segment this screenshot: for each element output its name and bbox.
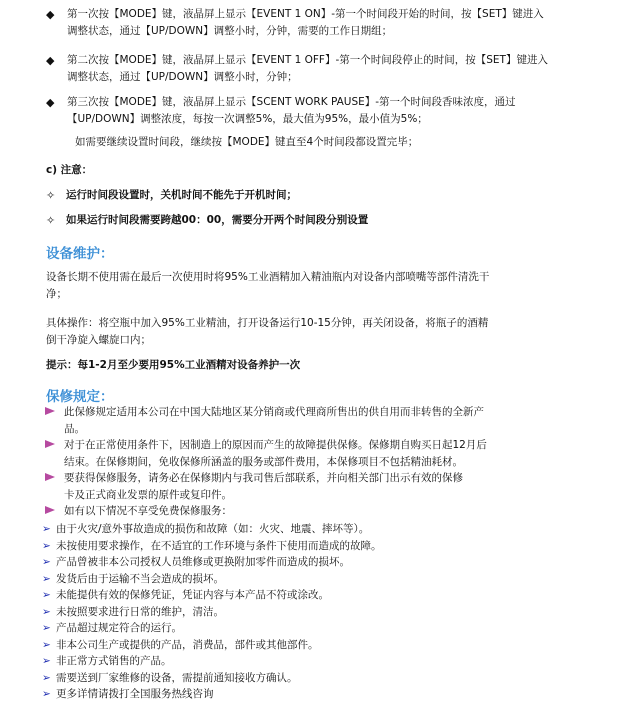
arrow-bullet-icon: ➢: [42, 589, 51, 601]
pointer-bullet-icon: [44, 438, 56, 455]
arrow-bullet-icon: ➢: [42, 556, 51, 568]
arrow-bullet-icon: ➢: [42, 572, 51, 585]
exclusion-item: ➢ 产品超过规定符合的运行。: [56, 620, 182, 637]
timer-step-3: 第三次按【MODE】键，液晶屏上显示【SCENT WORK PAUSE】-第一个时间段香味浓度，通过 【UP/DOWN】调整浓度，每按一次调整5%，最大值为95%，最小值为5%；: [67, 96, 516, 125]
arrow-bullet-icon: ➢: [42, 688, 51, 700]
maintenance-heading: 设备维护：: [46, 246, 114, 262]
pointer-bullet-icon: [44, 471, 56, 488]
timer-note: 如需要继续设置时间段，继续按【MODE】键直至4个时间段都设置完毕；: [75, 136, 419, 148]
diamond-bullet-icon: ◆: [46, 54, 55, 67]
arrow-bullet-icon: ➢: [42, 622, 51, 634]
arrow-bullet-icon: ➢: [42, 523, 51, 535]
note-1: 运行时间段设置时，关机时间不能先于开机时间；: [66, 189, 297, 201]
maintenance-tip: 提示：每1-2月至少要用95%工业酒精对设备养护一次: [46, 359, 301, 371]
diamond-outline-bullet-icon: ✧: [46, 189, 56, 202]
exclusion-item: ➢ 产品曾被非本公司授权人员维修或更换附加零件而造成的损坏。: [56, 554, 350, 571]
arrow-bullet-icon: ➢: [42, 638, 51, 651]
exclusion-item: ➢ 非本公司生产或提供的产品，消费品，部件或其他部件。: [56, 637, 319, 654]
maintenance-paragraph-1: 设备长期不使用需在最后一次使用时将95%工业酒精加入精油瓶内对设备内部喷嘴等部件清洗干 净；: [46, 271, 490, 300]
exclusion-item: ➢ 未按照要求进行日常的维护，清洁。: [56, 604, 224, 621]
exclusion-item: ➢ 未能提供有效的保修凭证，凭证内容与本产品不符或涂改。: [56, 587, 329, 604]
pointer-bullet-icon: [44, 405, 56, 422]
arrow-bullet-icon: ➢: [42, 655, 51, 667]
timer-step-2: 第二次按【MODE】键，液晶屏上显示【EVENT 1 OFF】-第一个时间段停止的时间，按【SET】键进入 调整状态，通过【UP/DOWN】调整小时，分钟；: [67, 54, 548, 83]
arrow-bullet-icon: ➢: [42, 671, 51, 684]
warranty-item-2: 对于在正常使用条件下，因制造上的原因而产生的故障提供保修。保修期自购买日起12月后 结束。在保修期间，免收保修所涵盖的服务或部件费用，本保修项目不包括精油耗材。: [64, 439, 487, 468]
warranty-heading: 保修规定：: [46, 389, 114, 405]
diamond-bullet-icon: ◆: [46, 8, 55, 21]
pointer-bullet-icon: [44, 504, 56, 521]
arrow-bullet-icon: ➢: [42, 605, 51, 618]
diamond-bullet-icon: ◆: [46, 96, 55, 109]
exclusion-item: ➢ 由于火灾/意外事故造成的损伤和故障（如：火灾、地震、摔坏等）。: [56, 521, 369, 538]
warranty-item-3: 要获得保修服务，请务必在保修期内与我司售后部联系，并向相关部门出示有效的保修 卡及正式商业发票的原件或复印件。: [64, 472, 463, 501]
warranty-item-4: 如有以下情况不享受免费保修服务：: [64, 505, 232, 517]
diamond-outline-bullet-icon: ✧: [46, 214, 56, 227]
exclusion-item: ➢ 更多详情请拨打全国服务热线咨询: [56, 686, 214, 703]
maintenance-paragraph-2: 具体操作：将空瓶中加入95%工业精油，打开设备运行10-15分钟，再关闭设备，将瓶子的酒精 倒干净旋入螺旋口内；: [46, 317, 489, 346]
notes-label: c) 注意：: [46, 164, 93, 176]
exclusion-item: ➢ 非正常方式销售的产品。: [56, 653, 172, 670]
timer-step-1: 第一次按【MODE】键，液晶屏上显示【EVENT 1 ON】-第一个时间段开始的时间，按【SET】键进入 调整状态，通过【UP/DOWN】调整小时，分钟，需要的工作日期组；: [67, 8, 544, 37]
exclusion-item: ➢ 未按使用要求操作，在不适宜的工作环境与条件下使用而造成的故障。: [56, 538, 382, 555]
exclusion-item: ➢ 发货后由于运输不当会造成的损坏。: [56, 571, 224, 588]
arrow-bullet-icon: ➢: [42, 539, 51, 552]
note-2: 如果运行时间段需要跨越00：00，需要分开两个时间段分别设置: [66, 214, 369, 226]
warranty-item-1: 此保修规定适用本公司在中国大陆地区某分销商或代理商所售出的供自用而非转售的全新产 品。: [64, 406, 484, 435]
exclusion-item: ➢ 需要送到厂家维修的设备，需提前通知接收方确认。: [56, 670, 298, 687]
